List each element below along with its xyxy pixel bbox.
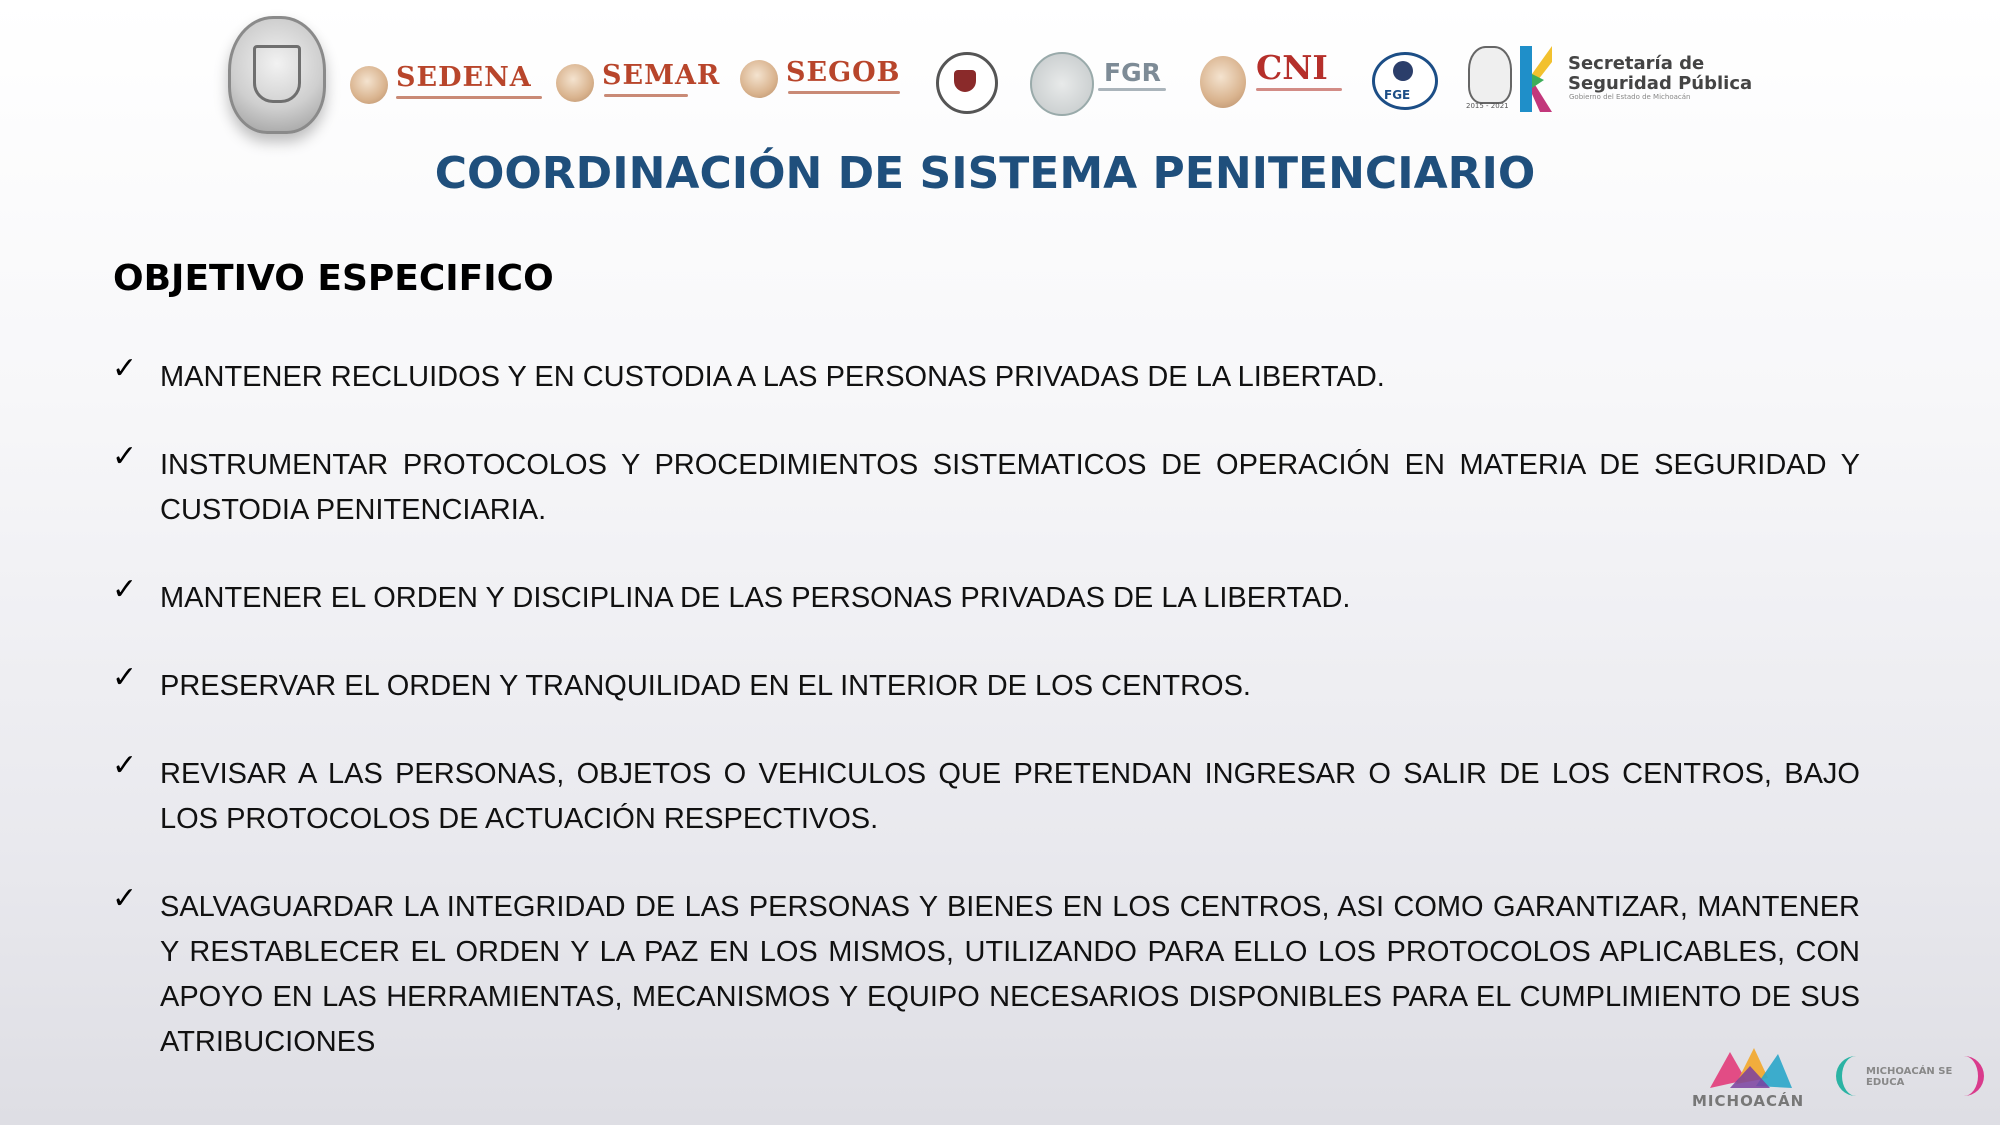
checkmark-icon: ✓ <box>112 439 138 474</box>
cni-emblem-icon <box>1200 56 1246 108</box>
section-title: OBJETIVO ESPECIFICO <box>113 258 554 299</box>
segob-logo-text: SEGOB <box>786 57 901 88</box>
objective-text: PRESERVAR EL ORDEN Y TRANQUILIDAD EN EL INTERIOR DE LOS CENTROS. <box>160 670 1251 702</box>
objective-text: SALVAGUARDAR LA INTEGRIDAD DE LAS PERSONAS Y BIENES EN LOS CENTROS, ASI COMO GARANTIZAR, MANTENER Y RESTABLECER EL ORDEN Y LA PAZ EN LOS MISMOS, UTILIZANDO PARA ELLO LOS PROTOCOLOS APLICABLES, CON APOYO EN LAS HERRAMIENTAS, MECANISMOS Y EQUIPO NECESARIOS DISPONIBLES PARA EL CUMPLIMIENTO DE SUS ATRIBUCIONES <box>160 891 1860 1058</box>
semar-logo-text: SEMAR <box>602 60 721 91</box>
checkmark-icon: ✓ <box>112 572 138 607</box>
fgr-logo-text: FGR <box>1104 58 1161 87</box>
michoacan-government-seal-icon <box>1468 46 1512 104</box>
list-item <box>112 572 1860 621</box>
list-item <box>112 439 1860 533</box>
objectives-list <box>112 351 1860 1108</box>
cni-subtitle-bar <box>1256 88 1342 91</box>
ssp-logo-title: Secretaría de Seguridad Pública <box>1568 53 1753 94</box>
cni-logo-text: CNI <box>1256 48 1328 87</box>
objective-text: REVISAR A LAS PERSONAS, OBJETOS O VEHICULOS QUE PRETENDAN INGRESAR O SALIR DE LOS CENTROS, BAJO LOS PROTOCOLOS DE ACTUACIÓN RESPECTIVOS. <box>160 758 1860 835</box>
government-period-text: 2015 - 2021 <box>1466 102 1509 110</box>
objective-text: MANTENER RECLUIDOS Y EN CUSTODIA A LAS PERSONAS PRIVADAS DE LA LIBERTAD. <box>160 361 1385 393</box>
fgr-subtitle-bar <box>1098 88 1166 91</box>
page-title: COORDINACIÓN DE SISTEMA PENITENCIARIO <box>434 148 1536 199</box>
checkmark-icon: ✓ <box>112 660 138 695</box>
checkmark-icon: ✓ <box>112 748 138 783</box>
michoacan-butterfly-logo-icon <box>1700 1044 1800 1092</box>
semar-emblem-icon <box>556 64 594 102</box>
list-item <box>112 881 1860 1065</box>
michoacan-footer-logo-text: MICHOACÁN <box>1692 1092 1805 1110</box>
segob-emblem-icon <box>740 60 778 98</box>
michoacan-coat-of-arms-logo <box>228 16 326 134</box>
semar-subtitle-bar <box>604 94 688 97</box>
ssp-logo-subtitle: Gobierno del Estado de Michoacán <box>1569 93 1691 101</box>
michoacan-se-educa-text: MICHOACÁN SE EDUCA <box>1866 1066 1953 1088</box>
objective-text: INSTRUMENTAR PROTOCOLOS Y PROCEDIMIENTOS SISTEMATICOS DE OPERACIÓN EN MATERIA DE SEGURIDAD Y CUSTODIA PENITENCIARIA. <box>160 449 1860 526</box>
objective-text: MANTENER EL ORDEN Y DISCIPLINA DE LAS PERSONAS PRIVADAS DE LA LIBERTAD. <box>160 582 1351 614</box>
sedena-emblem-icon <box>350 66 388 104</box>
fge-logo-text: FGE <box>1384 88 1411 102</box>
sedena-logo-text: SEDENA <box>396 62 532 93</box>
ssp-k-mark-icon <box>1518 44 1554 114</box>
checkmark-icon: ✓ <box>112 351 138 386</box>
sedena-subtitle-bar <box>396 96 542 99</box>
list-item <box>112 351 1860 400</box>
mexico-seal-icon <box>1030 52 1094 116</box>
guardia-nacional-logo <box>936 52 998 114</box>
list-item <box>112 660 1860 709</box>
checkmark-icon: ✓ <box>112 881 138 916</box>
segob-subtitle-bar <box>788 91 900 94</box>
list-item <box>112 748 1860 842</box>
